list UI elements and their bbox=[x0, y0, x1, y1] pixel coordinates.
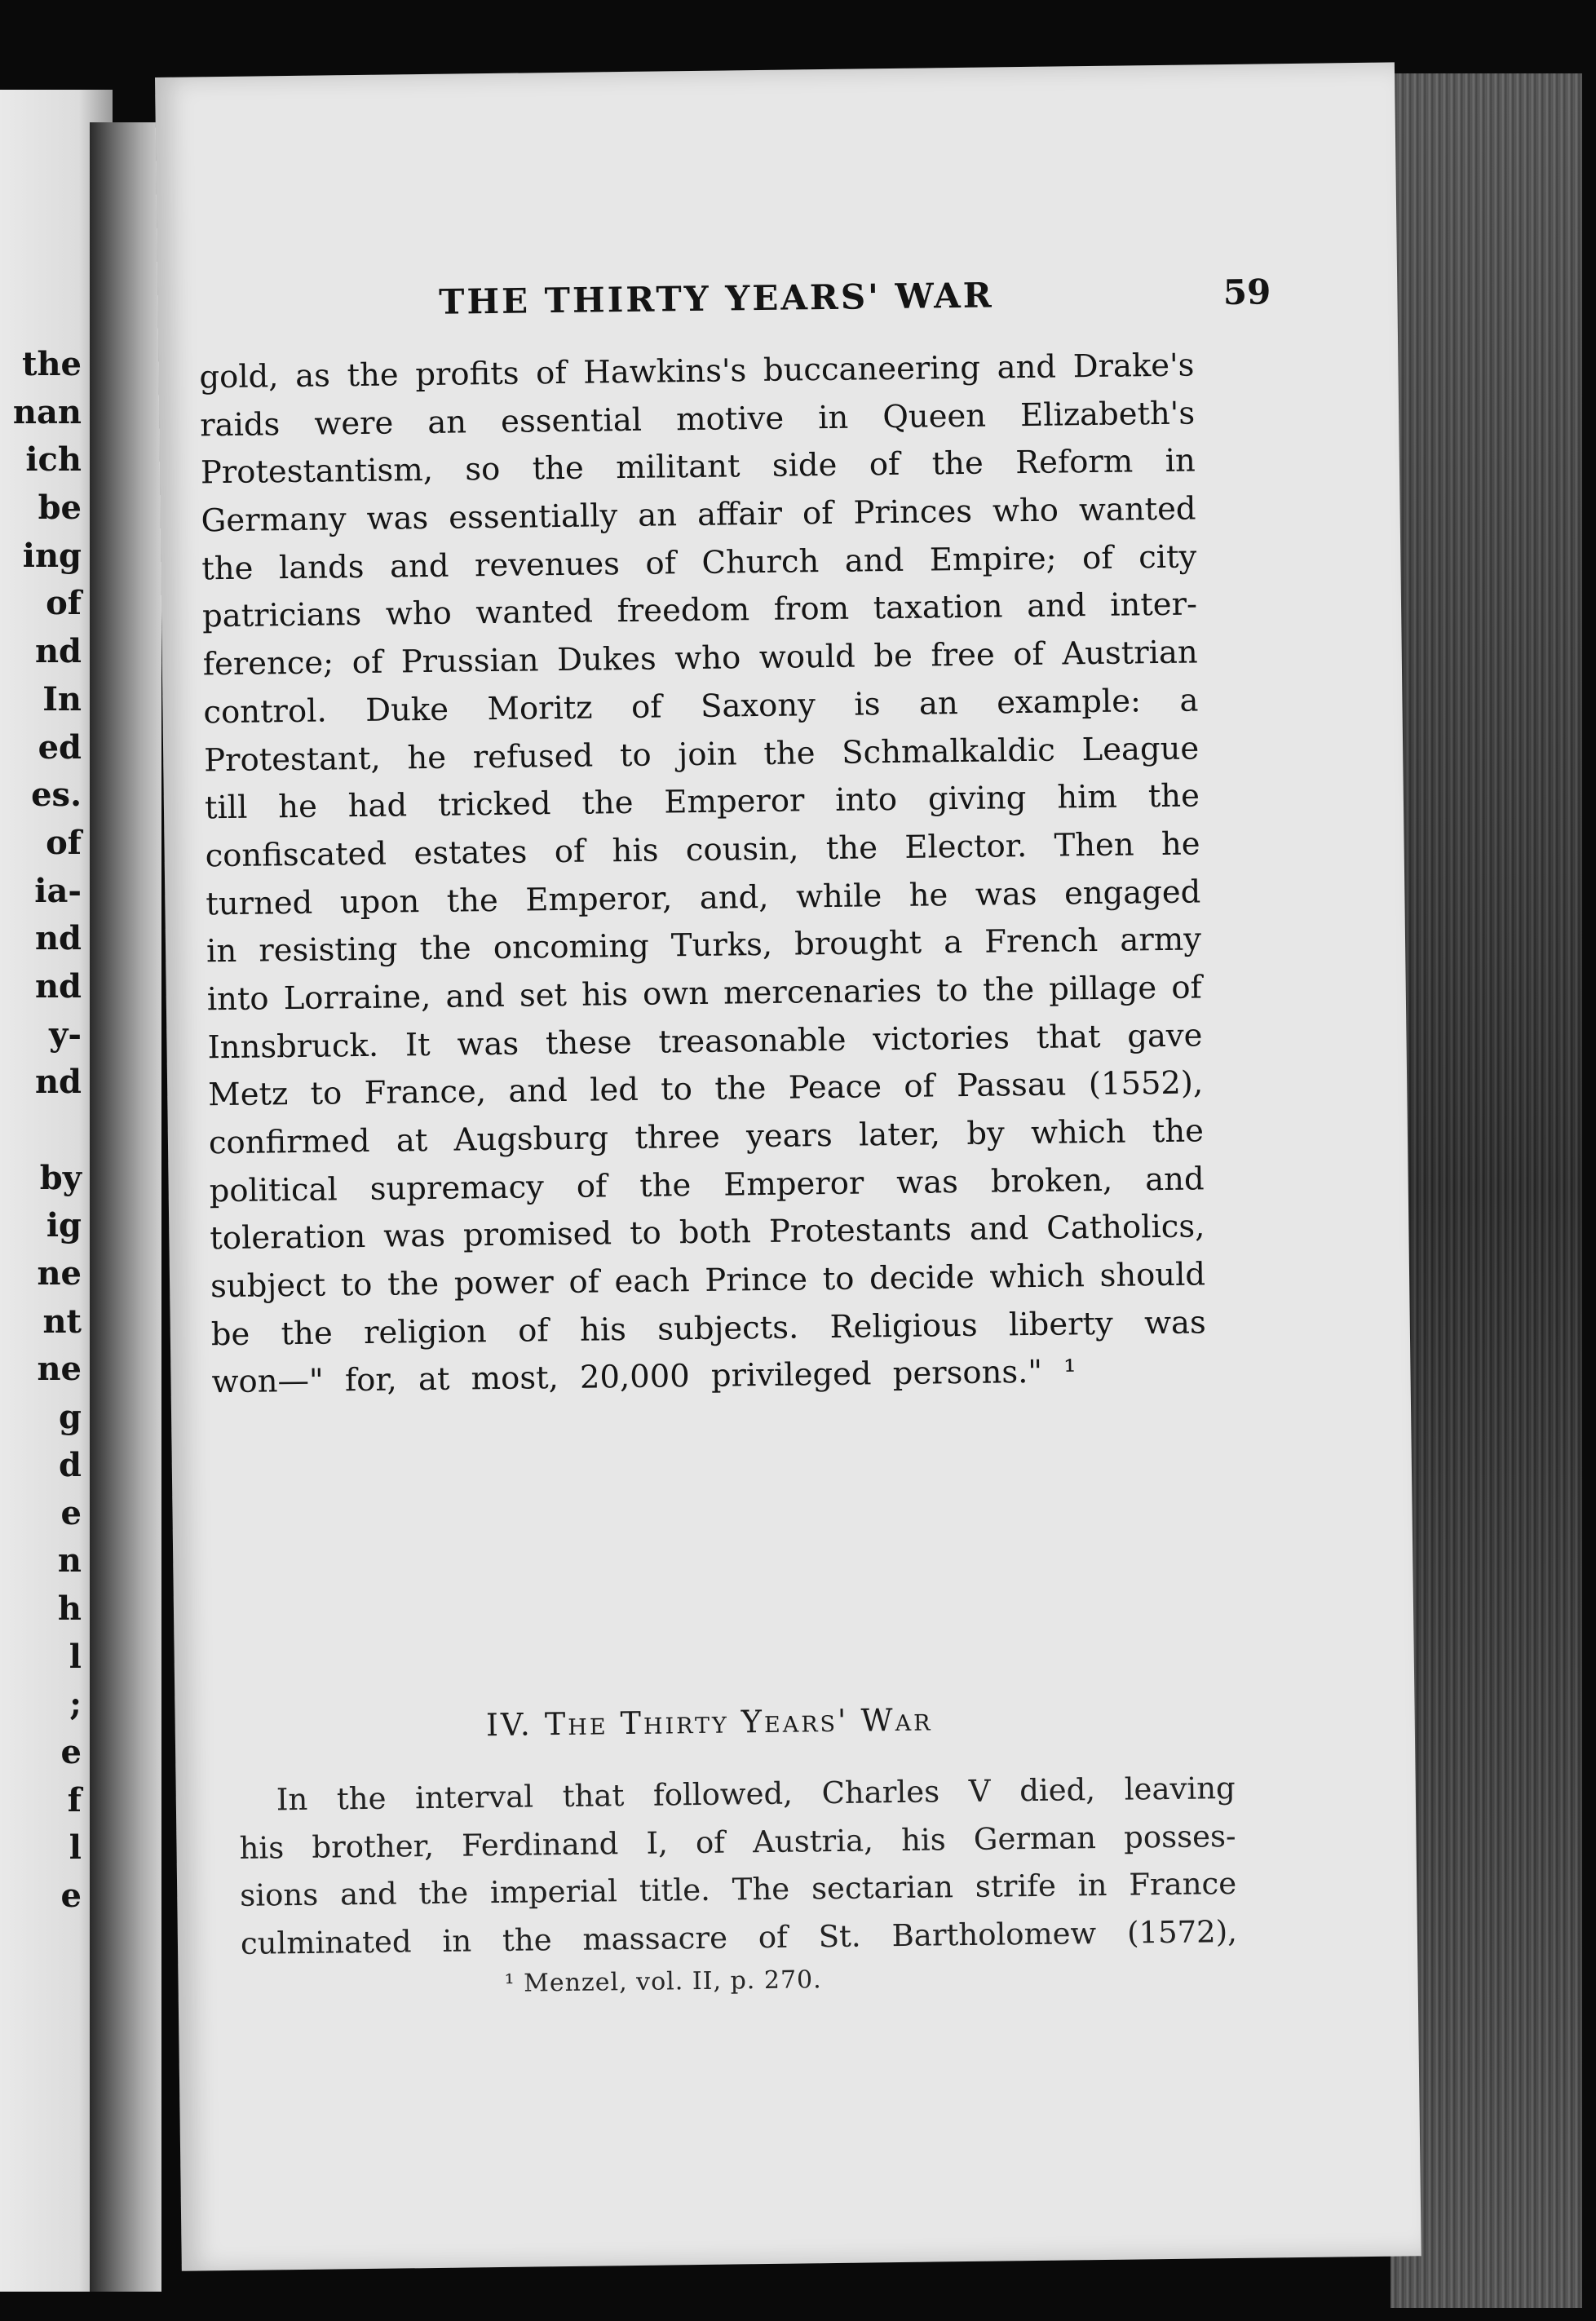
text-line: turned upon the Emperor, and, while he was engaged bbox=[206, 873, 1201, 922]
text-line: ference; of Prussian Dukes who would be free of Austrian bbox=[202, 634, 1198, 683]
text-line: Germany was essentially an affair of Princes who wanted bbox=[201, 490, 1196, 540]
facing-fragment: nd bbox=[34, 919, 82, 958]
text-line: into Lorraine, and set his own mercenaries to the pillage of bbox=[206, 969, 1203, 1019]
body-paragraph bbox=[199, 342, 1207, 1407]
running-header bbox=[382, 272, 1271, 339]
facing-fragment: by bbox=[39, 1158, 82, 1197]
text-line: subject to the power of each Prince to decide which should bbox=[210, 1256, 1206, 1306]
text-line-last: won—" for, at most, 20,000 privileged persons." ¹ bbox=[211, 1353, 1077, 1401]
facing-page-text bbox=[0, 341, 82, 1921]
text-line: his brother, Ferdinand I, of Austria, his German posses- bbox=[239, 1818, 1236, 1866]
facing-fragment: of bbox=[46, 823, 82, 862]
facing-fragment: ne bbox=[37, 1350, 82, 1389]
facing-fragment: the bbox=[21, 345, 82, 383]
facing-fragment: es. bbox=[31, 776, 82, 815]
facing-fragment: h bbox=[57, 1589, 82, 1628]
facing-fragment: ne bbox=[37, 1254, 82, 1293]
book-gutter bbox=[90, 122, 161, 2292]
page-number: 59 bbox=[1222, 272, 1271, 313]
facing-fragment: ed bbox=[38, 727, 82, 767]
facing-fragment: In bbox=[42, 679, 82, 718]
facing-fragment: f bbox=[67, 1780, 82, 1819]
text-line: in resisting the oncoming Turks, brought a French army bbox=[206, 921, 1202, 970]
facing-fragment: g bbox=[59, 1398, 82, 1437]
facing-fragment: be bbox=[38, 489, 82, 528]
facing-fragment: y- bbox=[49, 1015, 82, 1054]
facing-fragment: e bbox=[60, 1493, 82, 1532]
facing-fragment: n bbox=[57, 1541, 82, 1580]
text-line: Metz to France, and led to the Peace of Passau (1552), bbox=[207, 1064, 1204, 1114]
text-line: sions and the imperial title. The sectarian strife in France bbox=[239, 1866, 1237, 1914]
facing-fragment: ing bbox=[22, 536, 82, 575]
facing-fragment: e bbox=[60, 1877, 82, 1915]
text-line: till he had tricked the Emperor into giving him the bbox=[204, 777, 1200, 827]
facing-fragment bbox=[0, 1107, 82, 1155]
text-line: control. Duke Moritz of Saxony is an example: a bbox=[203, 682, 1199, 732]
section-paragraph bbox=[238, 1765, 1237, 1969]
facing-fragment: ich bbox=[25, 440, 82, 480]
text-line: patricians who wanted freedom from taxation and inter- bbox=[201, 586, 1198, 635]
text-line: the lands and revenues of Church and Empire; of city bbox=[201, 538, 1197, 588]
facing-fragment: of bbox=[46, 584, 82, 623]
text-line: culminated in the massacre of St. Bartholomew (1572), bbox=[240, 1914, 1238, 1961]
text-line: confiscated estates of his cousin, the Elector. Then he bbox=[205, 825, 1200, 875]
section-heading: IV. The Thirty Years' War bbox=[485, 1701, 933, 1744]
facing-fragment: ; bbox=[69, 1685, 82, 1724]
facing-fragment: nd bbox=[34, 632, 82, 671]
facing-fragment: nd bbox=[34, 966, 82, 1006]
facing-fragment: d bbox=[59, 1445, 82, 1484]
text-line: toleration was promised to both Protestants and Catholics, bbox=[210, 1208, 1205, 1258]
facing-fragment: l bbox=[69, 1828, 82, 1868]
facing-fragment: nt bbox=[42, 1302, 82, 1341]
facing-fragment: nd bbox=[34, 1063, 82, 1102]
text-line: Protestant, he refused to join the Schmalkaldic League bbox=[203, 729, 1200, 779]
text-line: Innsbruck. It was these treasonable victories that gave bbox=[207, 1017, 1203, 1066]
book-edge bbox=[1390, 73, 1582, 2308]
facing-fragment: l bbox=[69, 1637, 82, 1676]
running-title: THE THIRTY YEARS' WAR bbox=[438, 275, 994, 322]
text-line: political supremacy of the Emperor was broken, and bbox=[209, 1160, 1205, 1209]
text-line: gold, as the profits of Hawkins's buccaneering and Drake's bbox=[199, 347, 1195, 396]
text-line: be the religion of his subjects. Religious liberty was bbox=[210, 1304, 1207, 1354]
text-line: In the interval that followed, Charles V died, leaving bbox=[276, 1770, 1236, 1818]
facing-fragment: ia- bbox=[34, 871, 82, 910]
text-line: Protestantism, so the militant side of the Reform in bbox=[200, 442, 1196, 492]
facing-fragment: ig bbox=[46, 1206, 82, 1245]
book-page bbox=[155, 62, 1421, 2270]
facing-fragment: nan bbox=[12, 392, 82, 431]
facing-fragment: e bbox=[60, 1732, 82, 1771]
text-line: raids were an essential motive in Queen Elizabeth's bbox=[199, 395, 1196, 444]
footnote: ¹ Menzel, vol. II, p. 270. bbox=[504, 1965, 822, 1998]
text-line: confirmed at Augsburg three years later, by which the bbox=[208, 1112, 1205, 1162]
